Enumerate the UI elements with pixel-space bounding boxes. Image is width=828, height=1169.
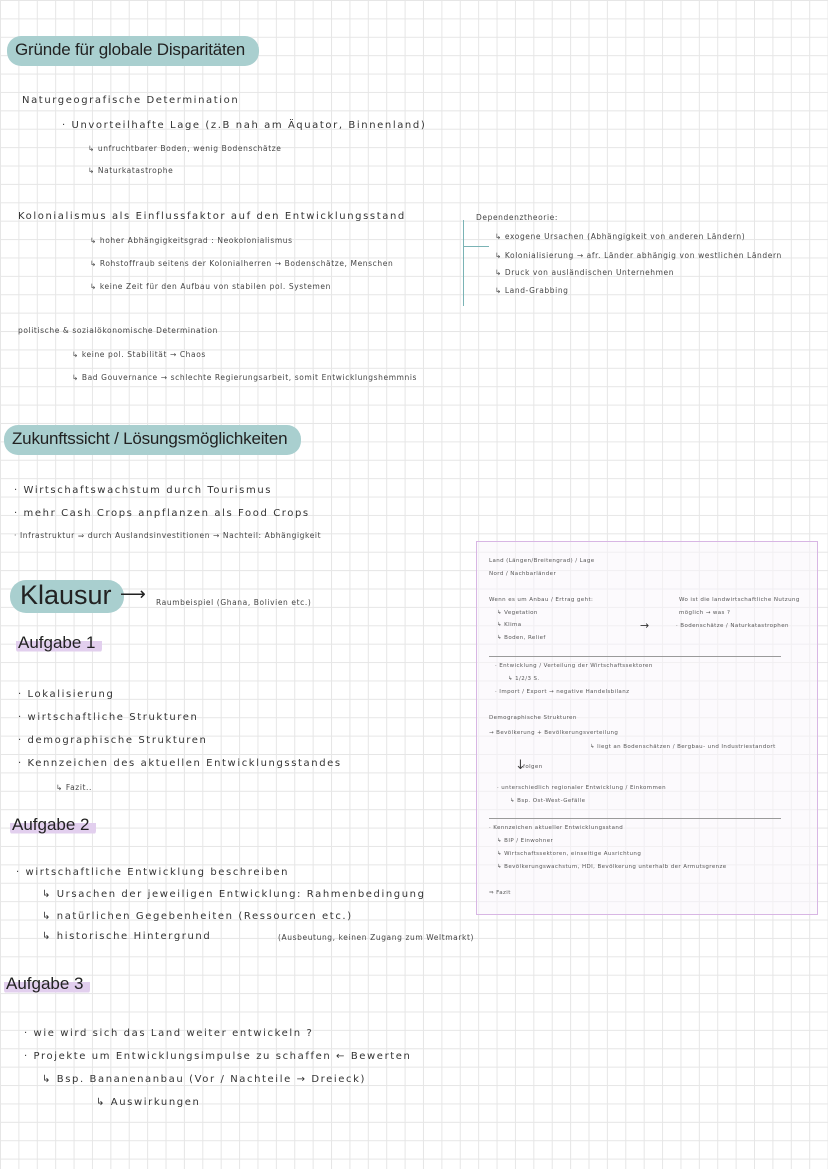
notebox-wirt-1: · Entwicklung / Verteilung der Wirtschaftssektoren <box>495 663 653 669</box>
aufgabe2-item-4: ↳ historische Hintergrund <box>42 931 212 942</box>
heading-klausur: Klausur <box>10 580 124 613</box>
kolonial-title: Kolonialismus als Einflussfaktor auf den Entwicklungsstand <box>18 211 406 222</box>
kolonial-item-2: ↳ Rohstoffraub seitens der Kolonialherren → Bodenschätze, Menschen <box>90 259 394 268</box>
polit-item-2: ↳ Bad Gouvernance → schlechte Regierungsarbeit, somit Entwicklungshemmnis <box>72 373 418 382</box>
aufgabe1-item-2: · wirtschaftliche Strukturen <box>18 712 199 723</box>
notebox-right-title: Wo ist die landwirtschaftliche Nutzung <box>679 597 800 603</box>
aufgabe1-item-5: ↳ Fazit.. <box>56 783 93 792</box>
notebox-demo-3: ↳ liegt an Bodenschätzen / Bergbau- und Industriestandort <box>590 744 776 750</box>
notebox-kenn-4: ↳ Bevölkerungswachstum, HDI, Bevölkerung unterhalb der Armutsgrenze <box>497 864 727 870</box>
aufgabe1-item-4: · Kennzeichen des aktuellen Entwicklungsstandes <box>18 758 342 769</box>
aufgabe1-item-3: · demographische Strukturen <box>18 735 208 746</box>
notebox-kenn-3: ↳ Wirtschaftssektoren, einseitige Ausrichtung <box>497 851 642 857</box>
aufgabe2-historisch-note: (Ausbeutung, keinen Zugang zum Weltmarkt) <box>278 933 475 942</box>
natur-item-3: ↳ Naturkatastrophe <box>88 166 174 175</box>
natur-item-1: · Unvorteilhafte Lage (z.B nah am Äquator, Binnenland) <box>62 120 427 131</box>
notebox-unter-2: ↳ Bsp. Ost-West-Gefälle <box>510 798 586 804</box>
aufgabe2-item-2: ↳ Ursachen der jeweiligen Entwicklung: Rahmenbedingung <box>42 889 426 900</box>
raumbeispiel: Raumbeispiel (Ghana, Bolivien etc.) <box>156 598 312 607</box>
notebox-divider-1 <box>489 656 781 657</box>
dependenz-bracket-tick <box>463 246 489 247</box>
notebox-folgen-arrow-icon: ↓ <box>515 758 526 773</box>
zukunft-item-3: · Infrastruktur ⇒ durch Auslandsinvestitionen → Nachteil: Abhängigkeit <box>14 531 322 540</box>
heading-gruende: Gründe für globale Disparitäten <box>7 36 259 66</box>
dependenz-item-3: ↳ Druck von ausländischen Unternehmen <box>495 268 675 277</box>
aufgabe3-item-1: · wie wird sich das Land weiter entwickeln ? <box>24 1028 314 1039</box>
notebox-unter-1: · unterschiedlich regionaler Entwicklung / Einkommen <box>497 785 666 791</box>
aufgabe1-item-1: · Lokalisierung <box>18 689 115 700</box>
notebox-divider-2 <box>489 818 781 819</box>
dependenz-item-4: ↳ Land-Grabbing <box>495 286 569 295</box>
notebox-wirt-3: · Import / Export → negative Handelsbilanz <box>495 689 630 695</box>
aufgabe3-item-4: ↳ Auswirkungen <box>96 1097 201 1108</box>
natur-title: Naturgeografische Determination <box>22 95 240 106</box>
notebox-folgen: folgen <box>523 764 543 770</box>
heading-aufgabe-1: Aufgabe 1 <box>16 633 102 653</box>
polit-title: politische & sozialökonomische Determination <box>18 326 218 335</box>
aufgabe2-item-3: ↳ natürlichen Gegebenheiten (Ressourcen etc.) <box>42 911 353 922</box>
notebox-demo-1: Demographische Strukturen <box>489 715 577 721</box>
natur-item-2: ↳ unfruchtbarer Boden, wenig Bodenschätze <box>88 144 282 153</box>
zukunft-item-2: · mehr Cash Crops anpflanzen als Food Crops <box>14 508 310 519</box>
dependenz-item-1: ↳ exogene Ursachen (Abhängigkeit von anderen Ländern) <box>495 232 746 241</box>
notebox-left-item-2: ↳ Klima <box>497 622 522 628</box>
notebox-kenn-1: · Kennzeichen aktueller Entwicklungsstand <box>489 825 624 831</box>
heading-aufgabe-3: Aufgabe 3 <box>4 974 90 994</box>
notebox-left-item-1: ↳ Vegetation <box>497 610 538 616</box>
polit-item-1: ↳ keine pol. Stabilität → Chaos <box>72 350 206 359</box>
notebox-right-line-3: · Bodenschätze / Naturkatastrophen <box>676 623 789 629</box>
zukunft-item-1: · Wirtschaftswachstum durch Tourismus <box>14 485 273 496</box>
notebox-line-a2: Nord / Nachbarländer <box>489 571 557 577</box>
notebox-fazit: ⇒ Fazit <box>489 890 511 896</box>
dependenz-item-2: ↳ Kolonialisierung → afr. Länder abhängig von westlichen Ländern <box>495 251 782 260</box>
aufgabe2-item-1: · wirtschaftliche Entwicklung beschreiben <box>16 867 290 878</box>
dependenz-title: Dependenztheorie: <box>476 213 558 222</box>
notebox-right-arrow-icon: → <box>640 619 650 632</box>
kolonial-item-1: ↳ hoher Abhängigkeitsgrad : Neokolonialismus <box>90 236 293 245</box>
klausur-arrow-icon: ⟶ <box>120 584 146 605</box>
notebox-right-line-2: möglich → was ? <box>679 610 731 616</box>
aufgabe3-item-3: ↳ Bsp. Bananenanbau (Vor / Nachteile → Dreieck) <box>42 1074 367 1085</box>
heading-zukunft: Zukunftssicht / Lösungsmöglichkeiten <box>4 425 301 455</box>
dependenz-bracket-line <box>463 220 464 306</box>
notebox-kenn-2: ↳ BIP / Einwohner <box>497 838 554 844</box>
notebox-left-title: Wenn es um Anbau / Ertrag geht: <box>489 597 594 603</box>
notebox-demo-2: → Bevölkerung + Bevölkerungsverteilung <box>489 730 619 736</box>
notebox-line-a1: Land (Längen/Breitengrad) / Lage <box>489 558 595 564</box>
heading-aufgabe-2: Aufgabe 2 <box>10 815 96 835</box>
kolonial-item-3: ↳ keine Zeit für den Aufbau von stabilen pol. Systemen <box>90 282 331 291</box>
notebox-wirt-2: ↳ 1/2/3 S. <box>508 676 540 682</box>
notebox-left-item-3: ↳ Boden, Relief <box>497 635 546 641</box>
aufgabe3-item-2: · Projekte um Entwicklungsimpulse zu schaffen ← Bewerten <box>24 1051 412 1062</box>
